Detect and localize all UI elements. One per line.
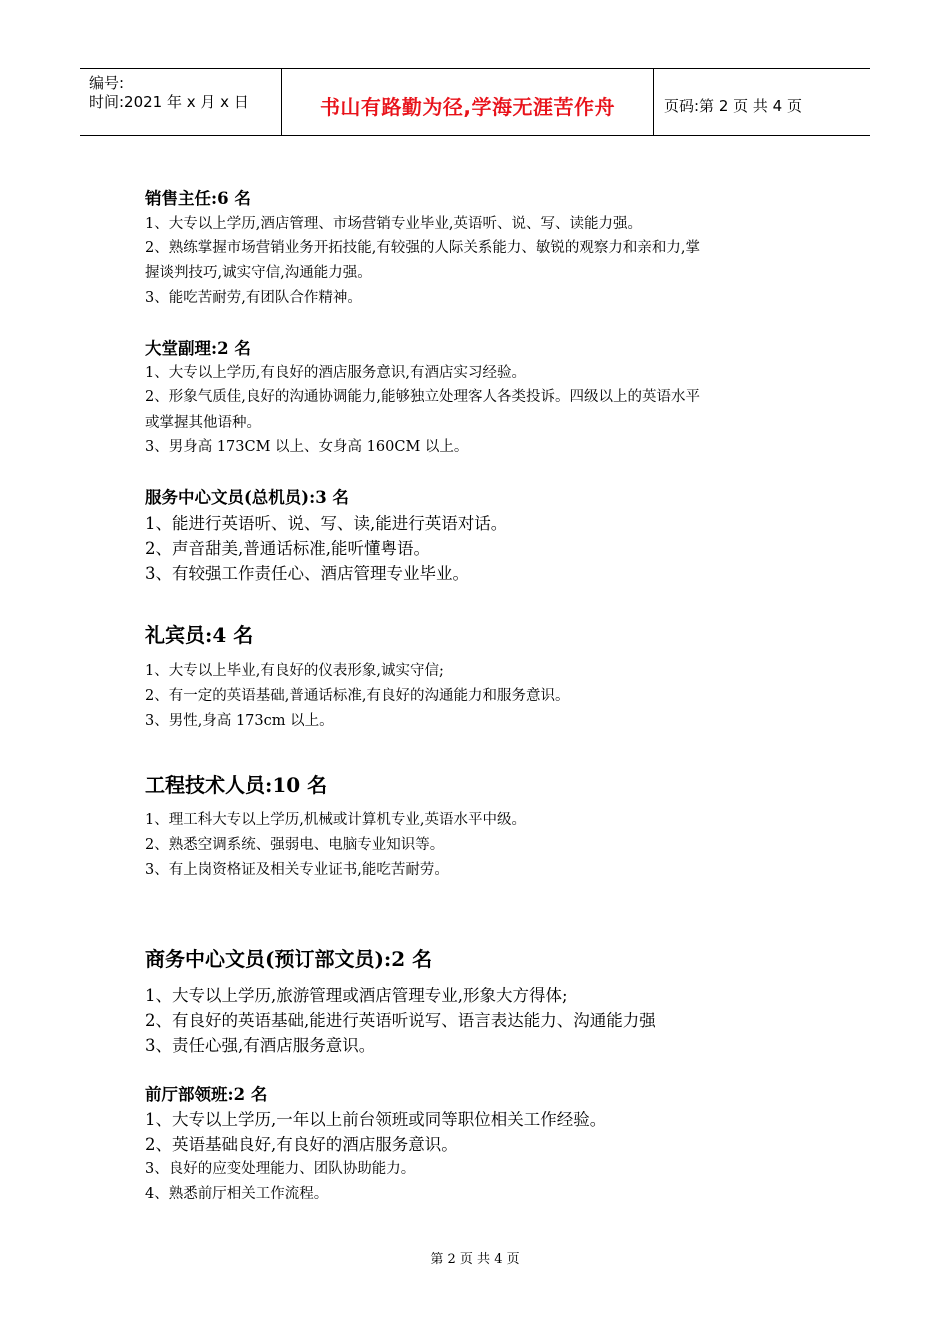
requirement-line: 1、大专以上学历,一年以上前台领班或同等职位相关工作经验。 [145,1110,607,1129]
requirement-line: 3、男性,身高 173cm 以上。 [145,713,334,729]
header-page-cell [654,69,870,135]
section-title-concierge: 礼宾员:4 名 [145,623,254,647]
requirement-line: 2、声音甜美,普通话标准,能听懂粤语。 [145,539,430,558]
requirement-line: 2、熟悉空调系统、强弱电、电脑专业知识等。 [145,837,445,853]
requirement-line: 2、有良好的英语基础,能进行英语听说写、语言表达能力、沟通能力强 [145,1011,656,1030]
header-meta-cell [80,69,282,135]
requirement-line: 1、大专以上学历,旅游管理或酒店管理专业,形象大方得体; [145,986,568,1005]
header-motto: 书山有路勤为径,学海无涯苦作舟 [319,95,616,119]
section-title-front-office-supervisor: 前厅部领班:2 名 [145,1085,268,1104]
section-title-sales-supervisor: 销售主任:6 名 [145,189,251,208]
requirement-line: 2、有一定的英语基础,普通话标准,有良好的沟通能力和服务意识。 [145,688,570,704]
requirement-line: 1、能进行英语听、说、写、读,能进行英语对话。 [145,514,508,533]
requirement-line: 1、大专以上学历,有良好的酒店服务意识,有酒店实习经验。 [145,365,526,381]
requirement-line: 或掌握其他语种。 [145,415,261,431]
requirement-line: 3、男身高 173CM 以上、女身高 160CM 以上。 [145,439,469,455]
requirement-line: 3、良好的应变处理能力、团队协助能力。 [145,1161,416,1177]
header-motto-cell [282,69,654,135]
section-title-business-center-clerk: 商务中心文员(预订部文员):2 名 [145,947,433,971]
requirement-line: 1、理工科大专以上学历,机械或计算机专业,英语水平中级。 [145,812,526,828]
page-header [80,68,870,136]
requirement-line: 3、有较强工作责任心、酒店管理专业毕业。 [145,564,469,583]
date-label: 时间:2021 年 x 月 x 日 [89,93,249,111]
requirement-line: 4、熟悉前厅相关工作流程。 [145,1186,329,1202]
section-title-lobby-manager: 大堂副理:2 名 [145,339,251,358]
requirement-line: 1、大专以上学历,酒店管理、市场营销专业毕业,英语听、说、写、读能力强。 [145,216,642,232]
header-page-number: 页码:第 2 页 共 4 页 [664,97,802,115]
section-title-engineering-staff: 工程技术人员:10 名 [145,773,328,797]
section-title-service-center-clerk: 服务中心文员(总机员):3 名 [145,488,349,507]
requirement-line: 3、有上岗资格证及相关专业证书,能吃苦耐劳。 [145,862,449,878]
requirement-line: 握谈判技巧,诚实守信,沟通能力强。 [145,265,372,281]
requirement-line: 1、大专以上毕业,有良好的仪表形象,诚实守信; [145,663,444,679]
serial-number-label: 编号: [89,74,125,92]
requirement-line: 2、英语基础良好,有良好的酒店服务意识。 [145,1135,458,1154]
requirement-line: 3、责任心强,有酒店服务意识。 [145,1036,376,1055]
page-footer: 第 2 页 共 4 页 [430,1252,520,1267]
requirement-line: 2、形象气质佳,良好的沟通协调能力,能够独立处理客人各类投诉。四级以上的英语水平 [145,389,700,405]
requirement-line: 3、能吃苦耐劳,有团队合作精神。 [145,290,362,306]
requirement-line: 2、熟练掌握市场营销业务开拓技能,有较强的人际关系能力、敏锐的观察力和亲和力,掌 [145,240,700,256]
